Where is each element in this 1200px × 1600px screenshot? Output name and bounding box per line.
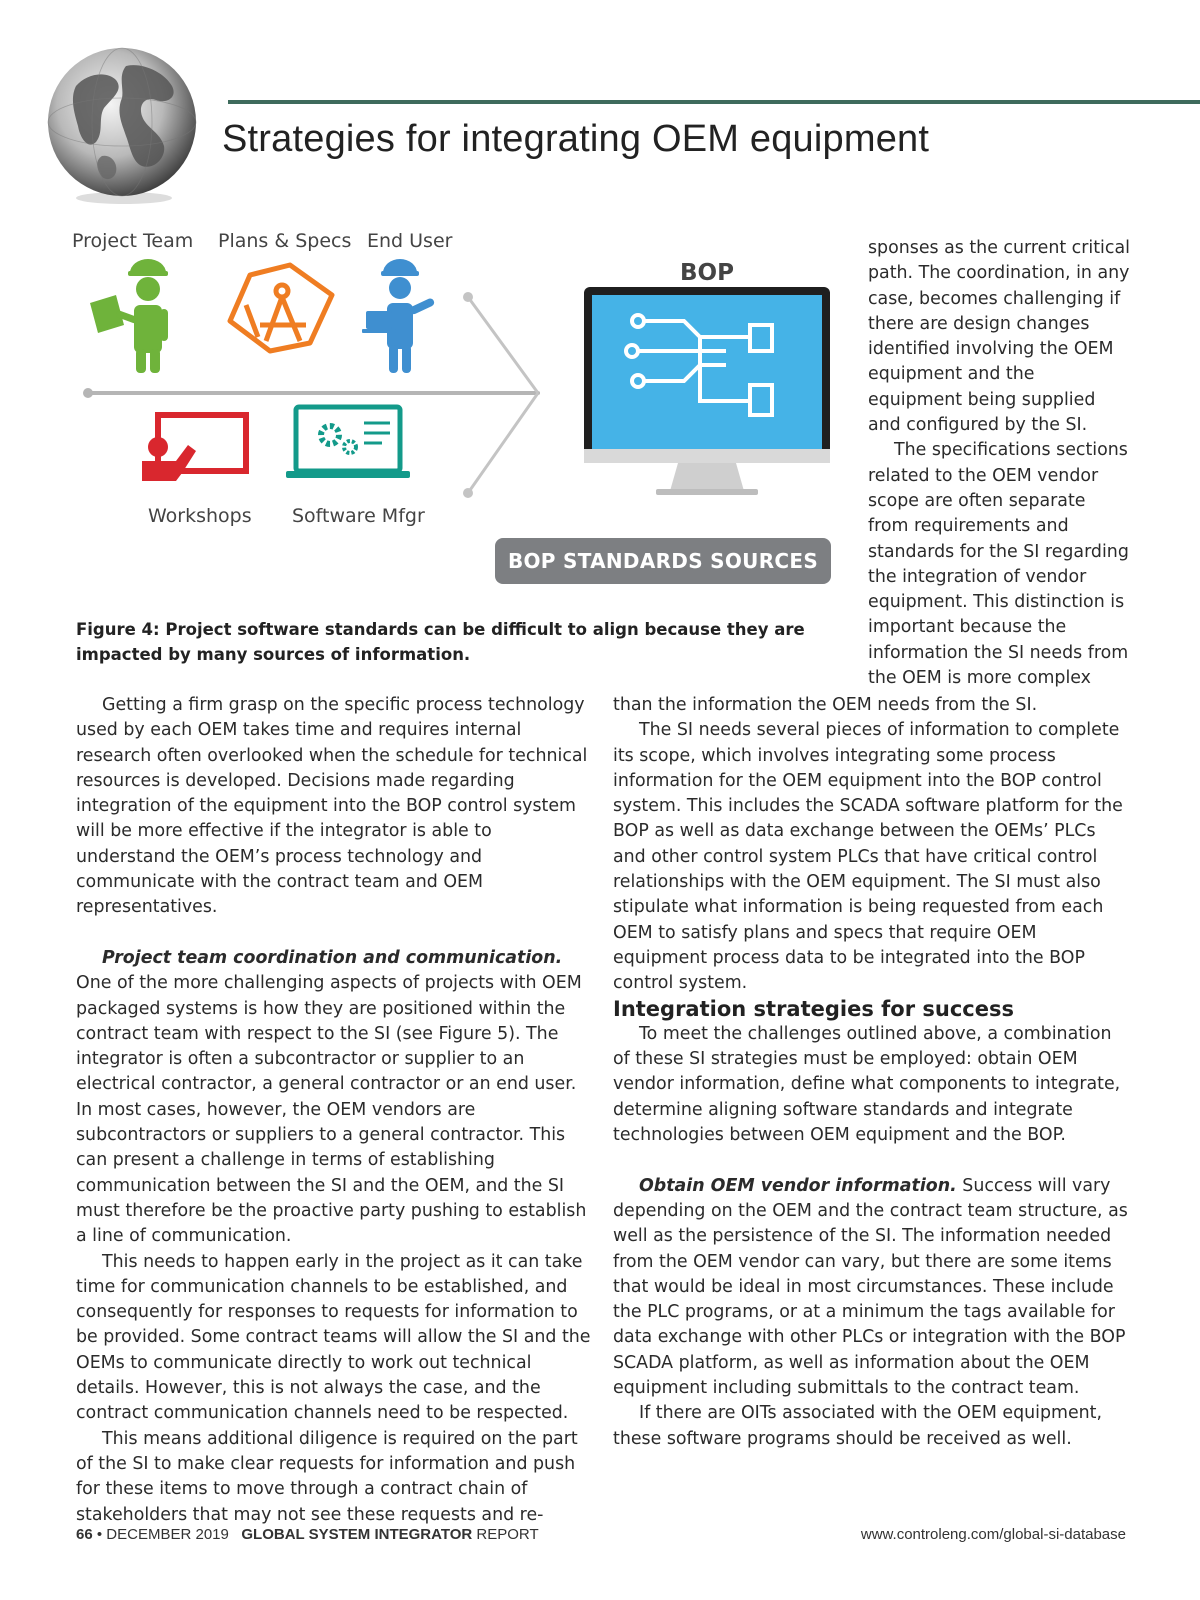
page-title: Strategies for integrating OEM equipment [222,118,930,160]
right-column [613,693,1133,1452]
paragraph [613,1174,1133,1402]
paragraph: than the information the OEM needs from the SI. [613,695,1038,715]
figure-label-project-team: Project Team [72,230,194,252]
figure-label-software-mfgr: Software Mfgr [292,505,425,527]
figure-caption: Figure 4: Project software standards can be difficult to align because they are impacted by many sources of information. [76,620,805,664]
plans-specs-icon [230,265,332,351]
fishbone-lower-arrow [468,393,538,493]
footer-report: REPORT [476,1526,539,1543]
paragraph [76,946,596,1250]
paragraph: This means additional diligence is required on the part of the SI to make clear requests for information and push for these items to move through a contract chain of stakeholders that may not see these requests and re- [76,1428,578,1525]
paragraph-body: Success will vary depending on the OEM and the contract team structure, as well as the persistence of the SI. The information needed from the OEM vendor can vary, but there are some items that would be ideal in most circumstances. These include the PLC programs, or at a minimum the tags available for data exchange with other PLCs or integration with the BOP SCADA platform, as well as information about the OEM equipment including submittals to the contract team. [613,1175,1128,1399]
header-rule [228,100,1200,104]
paragraph: The specifications sections related to the OEM vendor scope are often separate from requirements and standards for the SI regarding the integration of vendor equipment. This distinction is important because the information the SI needs from the OEM is more complex [868,440,1129,689]
page-number: 66 [76,1526,93,1543]
fishbone-upper-arrow [468,297,538,393]
figure-label-workshops: Workshops [148,505,252,527]
footer-publication: GLOBAL SYSTEM INTEGRATOR [241,1526,473,1543]
paragraph: This needs to happen early in the project as it can take time for communication channels to be established, and consequently for responses to requests for information to be provided. Some contract teams will allow the SI and the OEMs to communicate directly to work out technical details. However, this is not always the case, and the contract communication channels need to be respected. [76,1251,591,1424]
paragraph: sponses as the current critical path. The coordination, in any case, becomes challenging if there are design changes identified involving the OEM equipment and the equipment being supplied and configured by the SI. [868,238,1130,436]
figure-label-plans-specs: Plans & Specs [218,230,352,252]
right-column-top [868,236,1130,691]
workshops-icon [142,415,246,481]
footer-url: www.controleng.com/global-si-database [860,1526,1126,1543]
globe-icon [46,46,198,206]
figure-label-bop: BOP [680,260,734,286]
paragraph-body: One of the more challenging aspects of projects with OEM packaged systems is how they are positioned within the contract team with respect to the SI (see Figure 5). The integrator is often a subcontractor or supplier to an electrical contractor, a general contractor or an end user. In most cases, however, the OEM vendors are subcontractors or suppliers to a general contractor. This can present a challenge in terms of establishing communication between the SI and the OEM, and the SI must therefore be the proactive party pushing to establish a line of communication. [76,973,587,1247]
paragraph: If there are OITs associated with the OEM equipment, these software programs should be received as well. [613,1403,1103,1449]
left-column [76,693,596,1528]
paragraph-lead: Obtain OEM vendor information. [639,1175,957,1196]
paragraph: To meet the challenges outlined above, a combination of these SI strategies must be employed: obtain OEM vendor information, define what components to integrate, determine aligning software standards and integrate technologies between OEM equipment and the BOP. [613,1023,1121,1146]
page-footer [76,1526,1126,1550]
footer-separator: • [96,1526,103,1543]
bop-monitor-icon [584,287,830,495]
software-mfgr-icon [286,407,410,478]
figure-label-end-user: End User [367,230,453,252]
paragraph: Getting a firm grasp on the specific process technology used by each OEM takes time and requires internal research often overlooked when the schedule for technical resources is developed. Decisions made regarding integration of the equipment into the BOP control system will be more effective if the integrator is able to understand the OEM’s process technology and communicate with the contract team and OEM representatives. [76,695,588,918]
paragraph-lead: Project team coordination and communication. [102,947,563,968]
section-heading: Integration strategies for success [613,996,1014,1021]
project-team-icon [90,259,168,373]
end-user-icon [362,259,435,373]
paragraph: The SI needs several pieces of information to complete its scope, which involves integrating some process information for the OEM equipment into the BOP control system. This includes the SCADA software platform for the BOP as well as data exchange between the OEMs’ PLCs and other control system PLCs that have critical control relationships with the OEM equipment. The SI must also stipulate what information is being requested from each OEM to satisfy plans and specs that require OEM equipment process data to be integrated into the BOP control system. [613,720,1123,994]
footer-date: DECEMBER 2019 [106,1526,229,1543]
bop-standards-sources-banner: BOP STANDARDS SOURCES [495,538,831,584]
